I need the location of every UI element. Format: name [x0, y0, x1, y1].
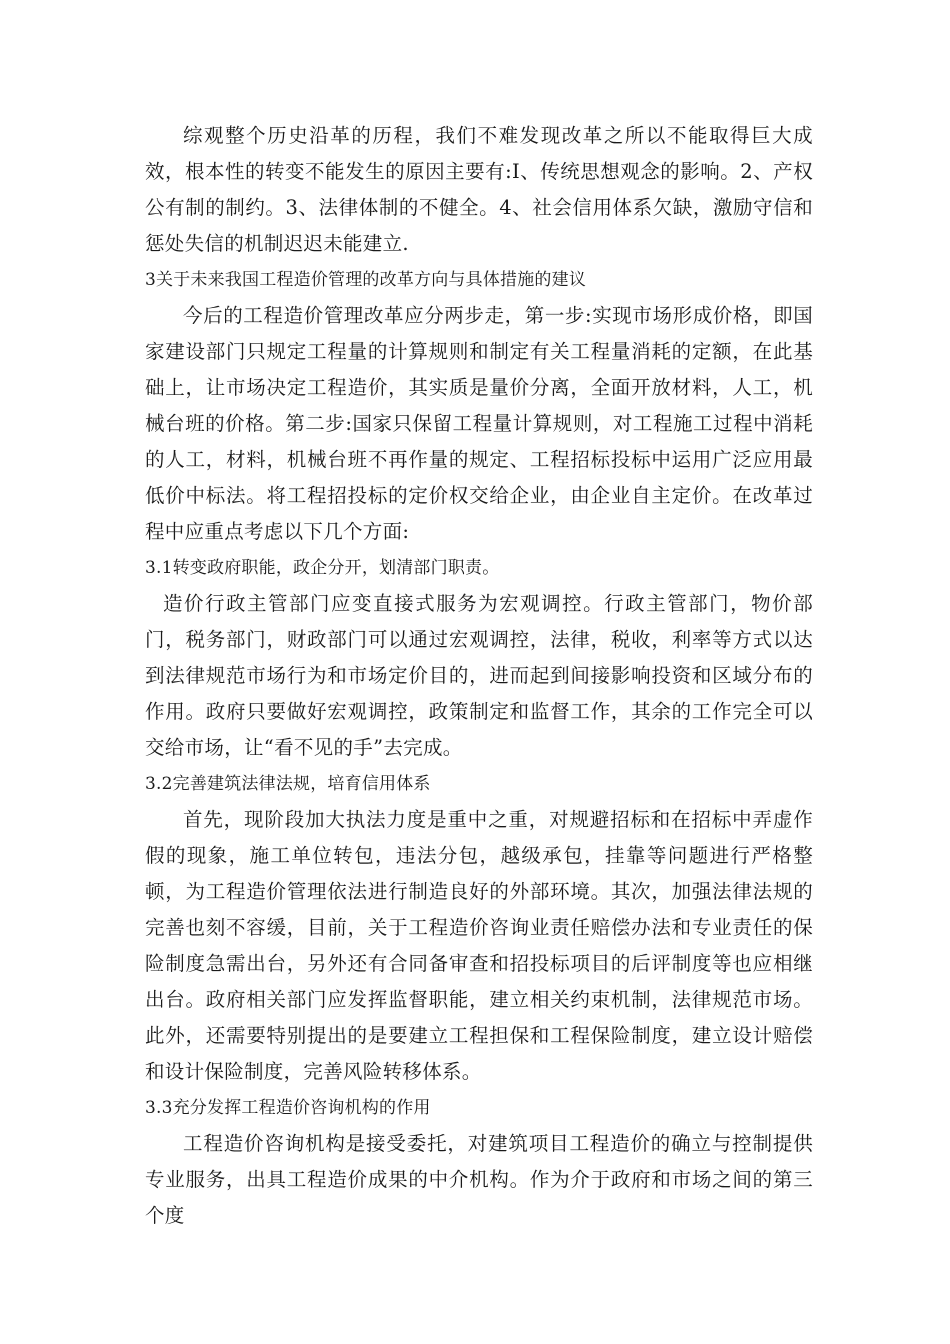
paragraph-reform-steps: 今后的工程造价管理改革应分两步走，第一步:实现市场形成价格，即国家建设部门只规定工程量的计算规则和制定有关工程量消耗的定额，在此基础上，让市场决定工程造价，其实质是量价分离，全面开放材料，人工，机械台班的价格。第二步:国家只保留工程量计算规则，对工程施工过程中消耗的人工，材料，机械台班不再作量的规定、工程招标投标中运用广泛应用最低价中标法。将工程招投标的定价权交给企业，由企业自主定价。在改革过程中应重点考虑以下几个方面:: [145, 304, 813, 543]
paragraph-legal-system: 首先，现阶段加大执法力度是重中之重，对规避招标和在招标中弄虚作假的现象，施工单位转包，违法分包，越级承包，挂靠等问题进行严格整顿，为工程造价管理依法进行制造良好的外部环境。其次，加强法律法规的完善也刻不容缓，目前，关于工程造价咨询业责任赔偿办法和专业责任的保险制度急需出台，另外还有合同备审查和招投标项目的后评制度等也应相继出台。政府相关部门应发挥监督职能，建立相关约束机制，法律规范市场。此外，还需要特别提出的是要建立工程担保和工程保险制度，建立设计赔偿和设计保险制度，完善风险转移体系。: [145, 808, 813, 1083]
section-heading-3: 3关于未来我国工程造价管理的改革方向与具体措施的建议: [145, 270, 587, 290]
document-body: [145, 118, 813, 1234]
section-heading-3-1: 3.1转变政府职能，政企分开，划清部门职责。: [145, 558, 500, 578]
section-heading-3-2: 3.2完善建筑法律法规，培育信用体系: [145, 774, 431, 794]
paragraph-consulting-agency: 工程造价咨询机构是接受委托，对建筑项目工程造价的确立与控制提供专业服务，出具工程造价成果的中介机构。作为介于政府和市场之间的第三个度: [145, 1132, 813, 1227]
paragraph-history-summary: 综观整个历史沿革的历程，我们不难发现改革之所以不能取得巨大成效，根本性的转变不能发生的原因主要有:I、传统思想观念的影响。2、产权公有制的制约。3、法律体制的不健全。4、社会信用体系欠缺，激励守信和惩处失信的机制迟迟未能建立.: [145, 124, 813, 255]
paragraph-government-function: 造价行政主管部门应变直接式服务为宏观调控。行政主管部门，物价部门，税务部门，财政部门可以通过宏观调控，法律，税收，利率等方式以达到法律规范市场行为和市场定价目的，进而起到间接影响投资和区域分布的作用。政府只要做好宏观调控，政策制定和监督工作，其余的工作完全可以交给市场，让“看不见的手”去完成。: [145, 592, 813, 759]
section-heading-3-3: 3.3充分发挥工程造价咨询机构的作用: [145, 1098, 431, 1118]
